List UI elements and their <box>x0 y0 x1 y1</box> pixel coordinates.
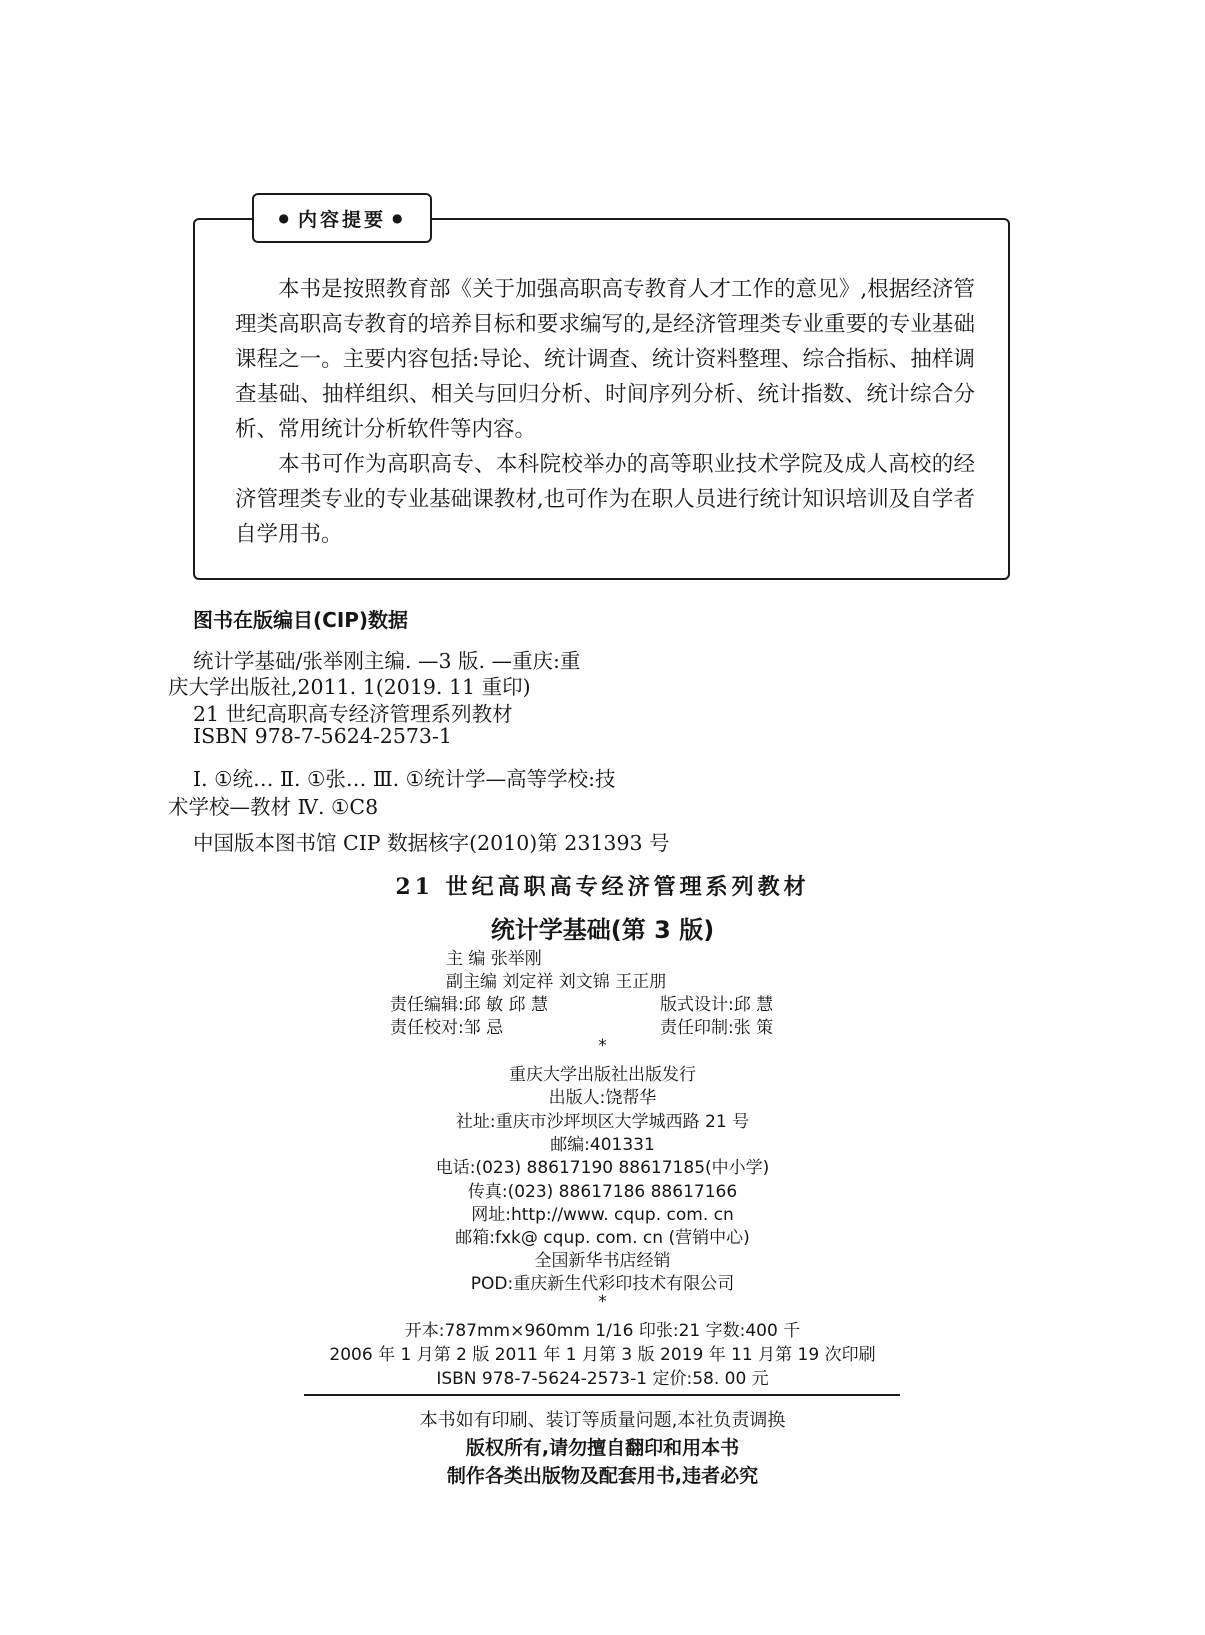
printer: POD:重庆新生代彩印技术有限公司 <box>470 1274 735 1294</box>
postcode: 邮编:401331 <box>550 1135 655 1155</box>
copyright-notice-2: 制作各类出版物及配套用书,违者必究 <box>446 1465 759 1487</box>
publisher-person: 出版人:饶帮华 <box>548 1088 657 1108</box>
cip-heading: 图书在版编目(CIP)数据 <box>193 608 409 632</box>
summary-label <box>252 193 432 243</box>
phone: 电话:(023) 88617190 88617185(中小学) <box>435 1158 770 1178</box>
publisher-line: 重庆大学出版社出版发行 <box>509 1065 696 1085</box>
copyright-notice: 版权所有,请勿擅自翻印和用本书 <box>465 1437 740 1459</box>
associate-editors-credit: 副主编 刘定祥 刘文锦 王正朋 <box>446 972 667 992</box>
bullet-dot-icon: ● <box>392 211 406 225</box>
summary-paragraph: 本书可作为高职高专、本科院校举办的高等职业技术学院及成人高校的经济管理类专业的专业基础课教材,也可作为在职人员进行统计知识培训及自学者自学用书。 <box>235 452 975 547</box>
separator-star: * <box>598 1036 607 1056</box>
separator-star: * <box>598 1292 607 1312</box>
series-title: 21 世纪高职高专经济管理系列教材 <box>395 874 810 900</box>
book-title: 统计学基础(第 3 版) <box>490 916 715 944</box>
summary-text <box>235 272 975 552</box>
cip-line: 中国版本图书馆 CIP 数据核字(2010)第 231393 号 <box>193 831 670 855</box>
proofreader-credit: 责任校对:邹 忌 <box>390 1018 504 1038</box>
quality-notice: 本书如有印刷、装订等质量问题,本社负责调换 <box>419 1410 786 1431</box>
summary-paragraph: 本书是按照教育部《关于加强高职高专教育人才工作的意见》,根据经济管理类高职高专教育的培养目标和要求编写的,是经济管理类专业重要的专业基础课程之一。主要内容包括:导论、统计调查、统计资料整理、综合指标、抽样调查基础、抽样组织、相关与回归分析、时间序列分析、统计指数、统计综合分析、常用统计分析软件等内容。 <box>235 277 975 442</box>
fax: 传真:(023) 88617186 88617166 <box>467 1182 738 1202</box>
website: 网址:http://www. cqup. com. cn <box>471 1205 734 1225</box>
address: 社址:重庆市沙坪坝区大学城西路 21 号 <box>455 1112 750 1132</box>
distributor: 全国新华书店经销 <box>534 1251 671 1271</box>
edition-info: 2006 年 1 月第 2 版 2011 年 1 月第 3 版 2019 年 11 月第 19 次印刷 <box>329 1345 876 1365</box>
cip-line: 21 世纪高职高专经济管理系列教材 <box>193 702 513 726</box>
editor-credit: 主 编 张举刚 <box>446 949 542 969</box>
cip-line: Ⅰ. ①统… Ⅱ. ①张… Ⅲ. ①统计学—高等学校:技 <box>193 767 616 791</box>
email: 邮箱:fxk@ cqup. com. cn (营销中心) <box>455 1228 750 1248</box>
bullet-dot-icon: ● <box>278 211 292 225</box>
cip-line: 统计学基础/张举刚主编. —3 版. —重庆:重 <box>193 649 581 673</box>
cip-line: 庆大学出版社,2011. 1(2019. 11 重印) <box>168 675 531 699</box>
isbn-price: ISBN 978-7-5624-2573-1 定价:58. 00 元 <box>436 1369 769 1389</box>
book-specs: 开本:787mm×960mm 1/16 印张:21 字数:400 千 <box>404 1321 801 1341</box>
printing-manager-credit: 责任印制:张 策 <box>660 1018 774 1038</box>
cip-line: ISBN 978-7-5624-2573-1 <box>193 724 452 748</box>
responsible-editor-credit: 责任编辑:邱 敏 邱 慧 <box>390 995 548 1015</box>
layout-designer-credit: 版式设计:邱 慧 <box>660 995 774 1015</box>
cip-line: 术学校—教材 Ⅳ. ①C8 <box>168 795 379 819</box>
summary-label-text: 内容提要 <box>297 208 386 231</box>
divider-rule <box>304 1394 900 1396</box>
